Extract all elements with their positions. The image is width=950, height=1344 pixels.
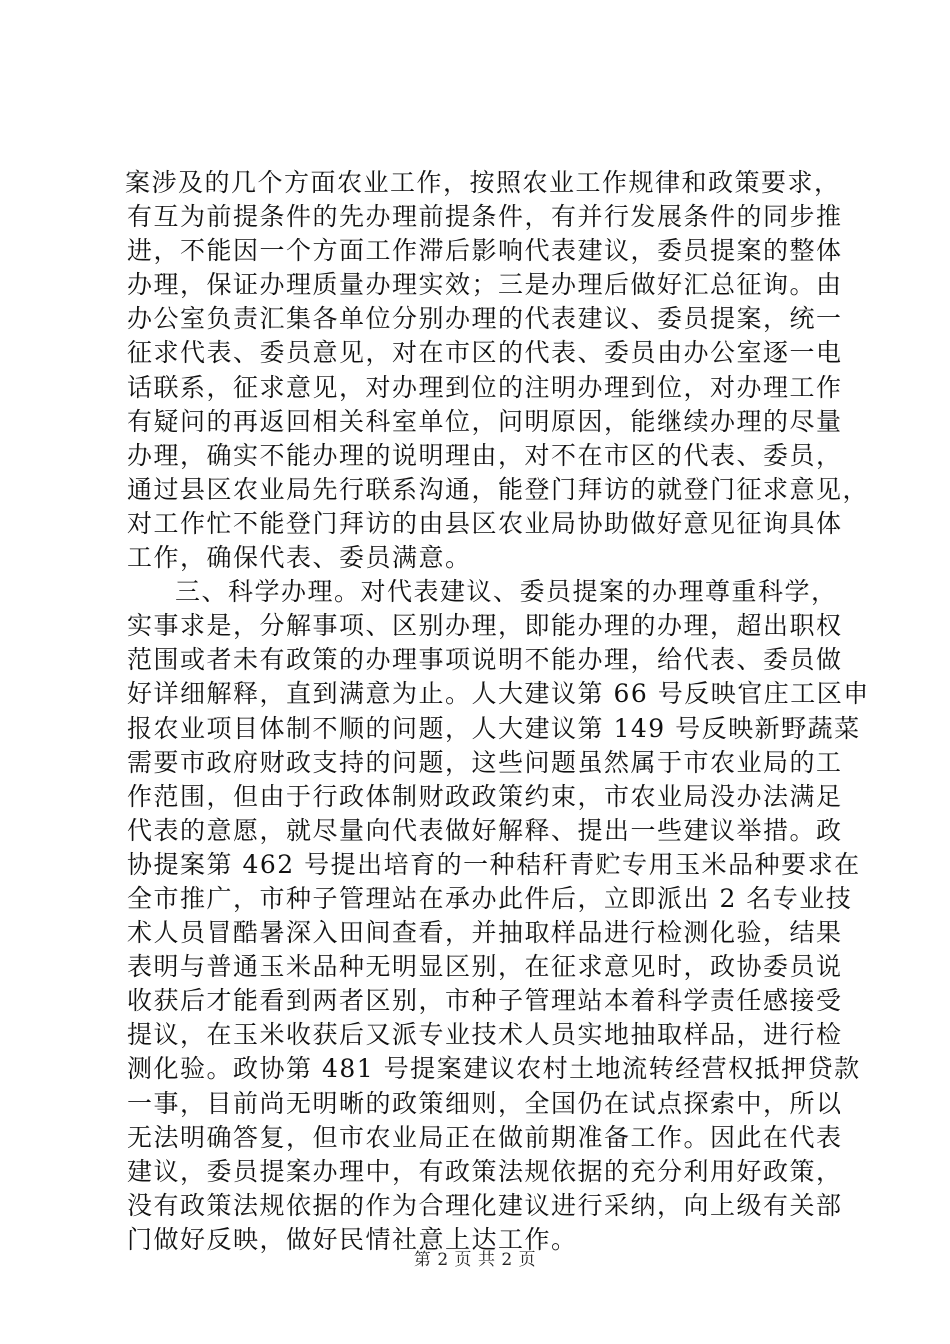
paragraph-line: 需要市政府财政支持的问题，这些问题虽然属于市农业局的工 [127, 747, 843, 777]
paragraph-line: 代表的意愿，就尽量向代表做好解释、提出一些建议举措。政 [127, 815, 843, 845]
paragraph-line: 无法明确答复，但市农业局正在做前期准备工作。因此在代表 [127, 1122, 843, 1152]
document-body [125, 166, 870, 1257]
paragraph-line: 办公室负责汇集各单位分别办理的代表建议、委员提案，统一 [127, 304, 843, 334]
paragraph-line: 测化验。政协第 481 号提案建议农村土地流转经营权抵押贷款 [127, 1054, 861, 1084]
paragraph-line: 范围或者未有政策的办理事项说明不能办理，给代表、委员做 [127, 645, 843, 675]
paragraph-line: 有互为前提条件的先办理前提条件，有并行发展条件的同步推 [127, 202, 843, 232]
paragraph-line: 有疑问的再返回相关科室单位，问明原因，能继续办理的尽量 [127, 406, 843, 436]
paragraph-line: 一事，目前尚无明晰的政策细则，全国仍在试点探索中，所以 [127, 1088, 843, 1118]
paragraph-line: 案涉及的几个方面农业工作，按照农业工作规律和政策要求， [125, 168, 841, 197]
paragraph-line: 进，不能因一个方面工作滞后影响代表建议，委员提案的整体 [127, 236, 843, 266]
paragraph-line: 表明与普通玉米品种无明显区别，在征求意见时，政协委员说 [127, 952, 843, 982]
paragraph-line: 全市推广，市种子管理站在承办此件后，立即派出 2 名专业技 [127, 883, 853, 913]
paragraph-line: 实事求是，分解事项、区别办理，即能办理的办理，超出职权 [127, 611, 843, 641]
paragraph-line: 门做好反映，做好民情社意上达工作。 [127, 1224, 578, 1254]
paragraph-line: 提议，在玉米收获后又派专业技术人员实地抽取样品，进行检 [127, 1020, 843, 1050]
paragraph-line: 好详细解释，直到满意为止。人大建议第 66 号反映官庄工区申 [127, 679, 870, 709]
page-number-footer: 第 2 页 共 2 页 [413, 1250, 537, 1270]
paragraph-line: 术人员冒酷暑深入田间查看，并抽取样品进行检测化验，结果 [127, 918, 843, 948]
paragraph-line: 收获后才能看到两者区别，市种子管理站本着科学责任感接受 [127, 986, 843, 1016]
paragraph-line: 通过县区农业局先行联系沟通，能登门拜访的就登门征求意见， [127, 474, 870, 504]
paragraph-line: 建议，委员提案办理中，有政策法规依据的充分利用好政策， [127, 1156, 843, 1186]
paragraph-line: 办理，确实不能办理的说明理由，对不在市区的代表、委员， [127, 440, 843, 470]
paragraph-line: 话联系，征求意见，对办理到位的注明办理到位，对办理工作 [127, 372, 843, 402]
paragraph-line: 工作，确保代表、委员满意。 [127, 543, 472, 573]
paragraph-line: 协提案第 462 号提出培育的一种秸秆青贮专用玉米品种要求在 [127, 849, 861, 879]
paragraph-line: 作范围，但由于行政体制财政政策约束，市农业局没办法满足 [127, 781, 843, 811]
paragraph-line: 征求代表、委员意见，对在市区的代表、委员由办公室逐一电 [127, 338, 843, 368]
section-heading-line: 三、科学办理。对代表建议、委员提案的办理尊重科学， [175, 577, 838, 607]
paragraph-line: 对工作忙不能登门拜访的由县区农业局协助做好意见征询具体 [127, 508, 843, 538]
paragraph-line: 报农业项目体制不顺的问题，人大建议第 149 号反映新野蔬菜 [127, 713, 861, 743]
paragraph-line: 办理，保证办理质量办理实效；三是办理后做好汇总征询。由 [127, 270, 843, 300]
paragraph-line: 没有政策法规依据的作为合理化建议进行采纳，向上级有关部 [127, 1190, 843, 1220]
